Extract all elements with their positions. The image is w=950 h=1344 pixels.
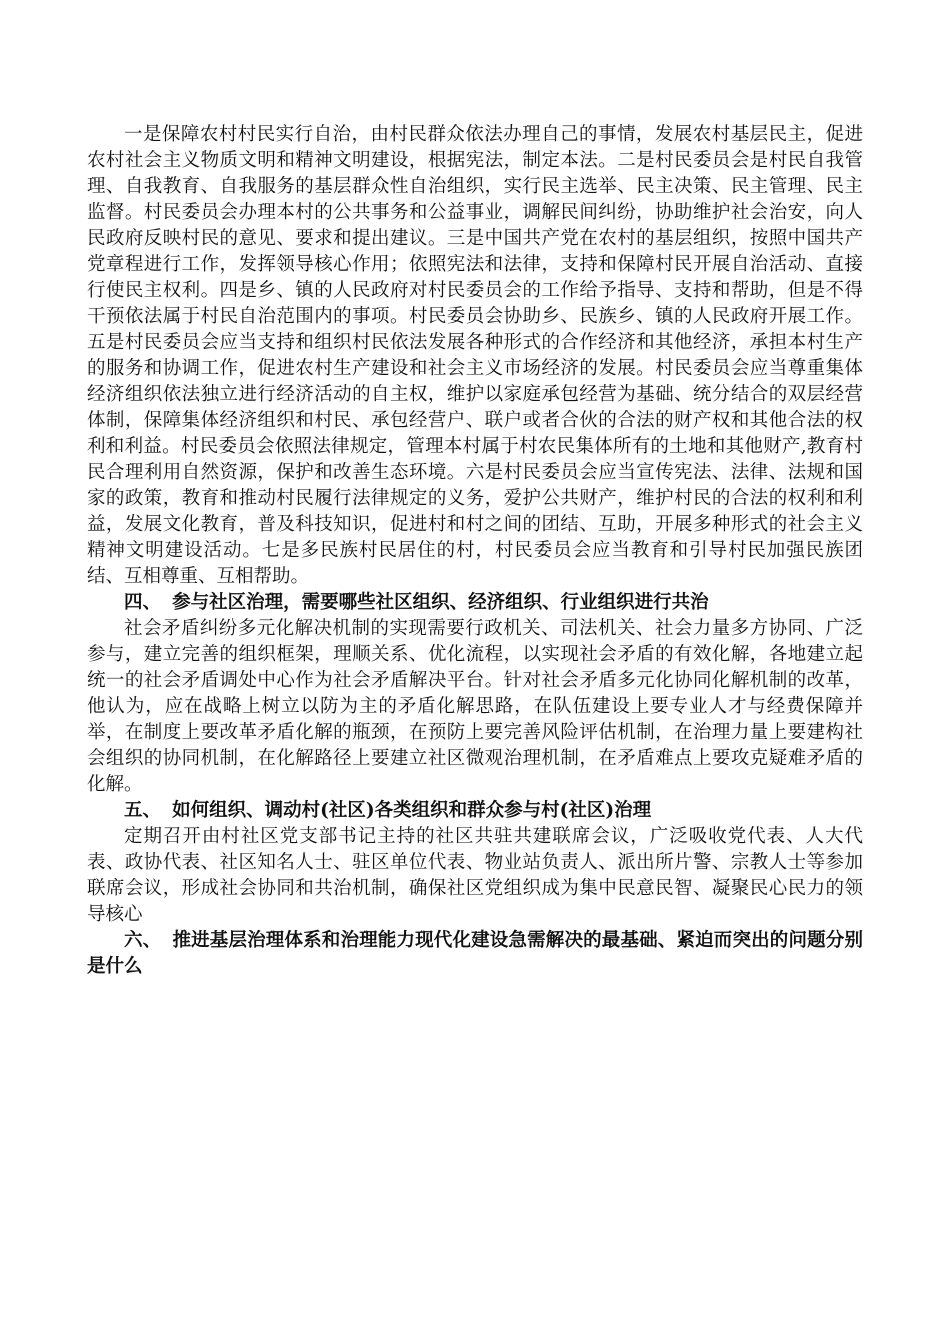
heading-text: 参与社区治理，需要哪些社区组织、经济组织、行业组织进行共治 <box>172 592 709 613</box>
heading-number: 五、 <box>124 800 162 821</box>
paragraph-dispute-resolution: 社会矛盾纠纷多元化解决机制的实现需要行政机关、司法机关、社会力量多方协同、广泛参与，建立完善的组织框架，理顺关系、优化流程，以实现社会矛盾的有效化解，各地建立起统一的社会矛盾调处中心作为社会矛盾解决平台。针对社会矛盾多元化协同化解机制的改革，他认为，应在战略上树立以防为主的矛盾化解思路，在队伍建设上要专业人才与经费保障并举，在制度上要改革矛盾化解的瓶颈，在预防上要完善风险评估机制，在治理力量上要建构社会组织的协同机制，在化解路径上要建立社区微观治理机制，在矛盾难点上要攻克疑难矛盾的化解。 <box>87 618 863 795</box>
heading-section-four <box>87 590 863 616</box>
paragraph-village-self-governance: 一是保障农村村民实行自治，由村民群众依法办理自己的事情，发展农村基层民主，促进农村社会主义物质文明和精神文明建设，根据宪法，制定本法。二是村民委员会是村民自我管理、自我教育、自我服务的基层群众性自治组织，实行民主选举、民主决策、民主管理、民主监督。村民委员会办理本村的公共事务和公益事业，调解民间纠纷，协助维护社会治安，向人民政府反映村民的意见、要求和提出建议。三是中国共产党在农村的基层组织，按照中国共产党章程进行工作，发挥领导核心作用；依照宪法和法律，支持和保障村民开展自治活动、直接行使民主权利。四是乡、镇的人民政府对村民委员会的工作给予指导、支持和帮助，但是不得干预依法属于村民自治范围内的事项。村民委员会协助乡、民族乡、镇的人民政府开展工作。五是村民委员会应当支持和组织村民依法发展各种形式的合作经济和其他经济，承担本村生产的服务和协调工作，促进农村生产建设和社会主义市场经济的发展。村民委员会应当尊重集体经济组织依法独立进行经济活动的自主权，维护以家庭承包经营为基础、统分结合的双层经营体制，保障集体经济组织和村民、承包经营户、联户或者合伙的合法的财产权和其他合法的权利和利益。村民委员会依照法律规定，管理本村属于村农民集体所有的土地和其他财产,教育村民合理利用自然资源，保护和改善生态环境。六是村民委员会应当宣传宪法、法律、法规和国家的政策，教育和推动村民履行法律规定的义务，爱护公共财产，维护村民的合法的权利和利益，发展文化教育，普及科技知识，促进村和村之间的团结、互助，开展多种形式的社会主义精神文明建设活动。七是多民族村民居住的村，村民委员会应当教育和引导村民加强民族团结、互相尊重、互相帮助。 <box>87 124 863 587</box>
heading-text: 如何组织、调动村(社区)各类组织和群众参与村(社区)治理 <box>172 800 652 821</box>
paragraph-joint-meeting: 定期召开由村社区党支部书记主持的社区共驻共建联席会议，广泛吸收党代表、人大代表、政协代表、社区知名人士、驻区单位代表、物业站负责人、派出所片警、宗教人士等参加联席会议，形成社会协同和共治机制，确保社区党组织成为集中民意民智、凝聚民心民力的领导核心 <box>87 826 863 925</box>
heading-number: 四、 <box>124 592 162 613</box>
heading-number: 六、 <box>124 930 162 951</box>
heading-text: 推进基层治理体系和治理能力现代化建设急需解决的最基础、紧迫而突出的问题分别是什么 <box>87 930 863 977</box>
document-page <box>87 122 863 980</box>
heading-section-six <box>87 928 863 980</box>
heading-section-five <box>87 798 863 824</box>
